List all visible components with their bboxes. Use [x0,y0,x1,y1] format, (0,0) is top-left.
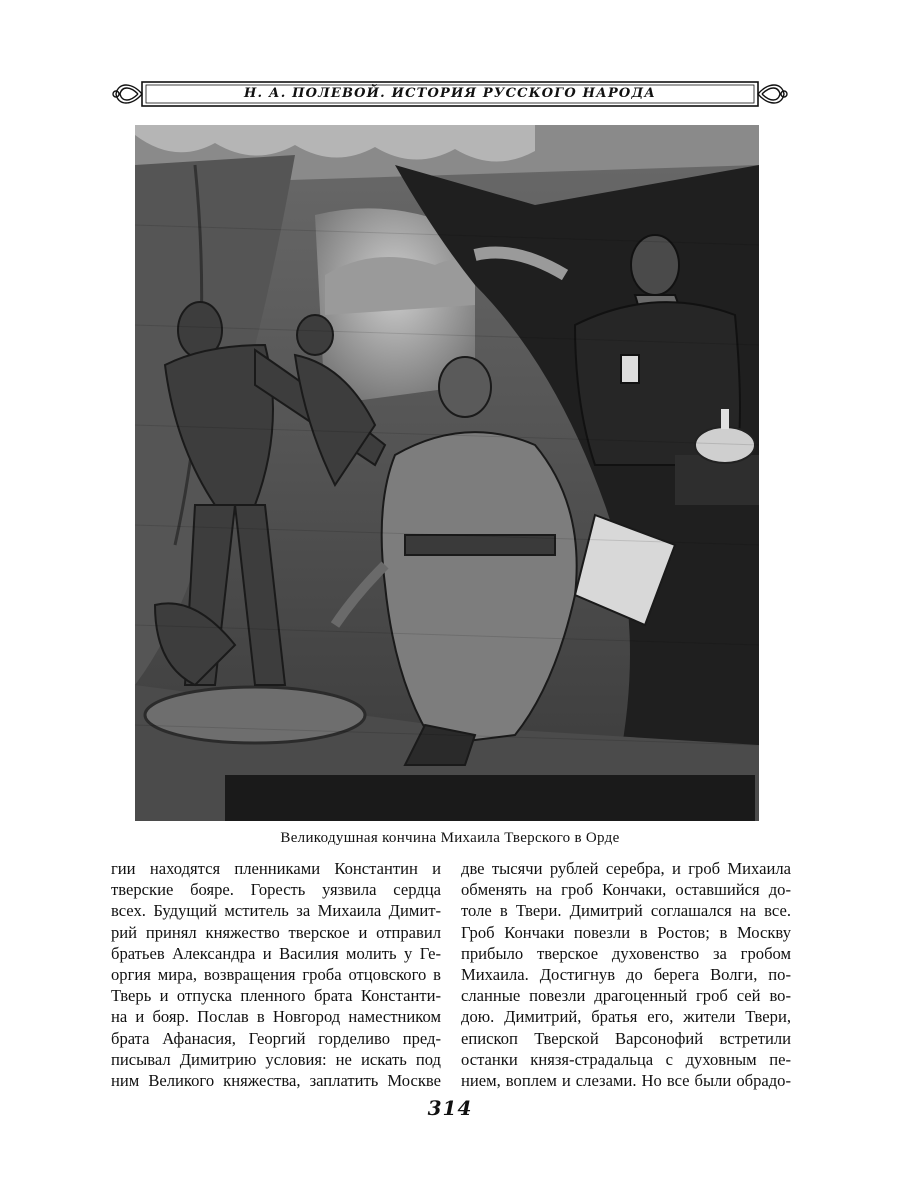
text-line: на и бояр. Послав в Новгород наместником [111,1007,441,1027]
text-line: братьев Александра и Василия молить у Ге- [111,943,441,963]
header-title: Н. А. ПОЛЕВОЙ. ИСТОРИЯ РУССКОГО НАРОДА [243,86,657,101]
text-line: брата Афанасия, Георгий горделиво пред- [111,1028,441,1048]
text-line: две тысячи рублей серебра, и гроб Михаила [461,859,791,878]
page-number: 314 [427,1096,473,1120]
engraving-illustration [135,125,759,821]
text-line: Гроб Кончаки повезли в Ростов; в Москву [461,922,791,942]
text-line: гии находятся пленниками Константин и [111,859,441,878]
text-line: толе в Твери. Димитрий соглашался на все. [461,901,791,921]
text-line: рий принял княжество тверское и отправил [111,922,441,942]
text-line: сланные повезли драгоценный гроб сей во- [461,986,791,1006]
engraving-artwork [135,125,759,821]
text-line: обменять на гроб Кончаки, оставшийся до- [461,880,791,900]
text-line: всех. Будущий мститель за Михаила Димит- [111,901,441,921]
text-line: писывал Димитрию условия: не искать под [111,1049,441,1069]
text-line: прибыло тверское духовенство за гробом [461,943,791,963]
text-line: Михаила. Достигнув до берега Волги, по- [461,964,791,984]
text-line: тверские бояре. Горесть уязвила сердца [111,880,441,900]
running-header [108,78,792,110]
illustration-caption: Великодушная кончина Михаила Тверского в Орде [280,830,620,846]
text-line: ним Великого княжества, заплатить Москве [111,1070,441,1090]
text-line: нием, воплем и слезами. Но все были обрадо- [461,1070,791,1090]
text-line: останки князя-страдальца с духовным пе- [461,1049,791,1069]
text-line: Тверь и отпуска пленного брата Константи- [111,986,441,1006]
text-line: оргия мира, возвращения гроба отцовского в [111,964,441,984]
text-line: епископ Тверской Варсонофий встретили [461,1028,791,1048]
text-line: дою. Димитрий, братья его, жители Твери, [461,1007,791,1027]
text-column-right [461,858,791,1091]
text-column-left [111,858,441,1091]
